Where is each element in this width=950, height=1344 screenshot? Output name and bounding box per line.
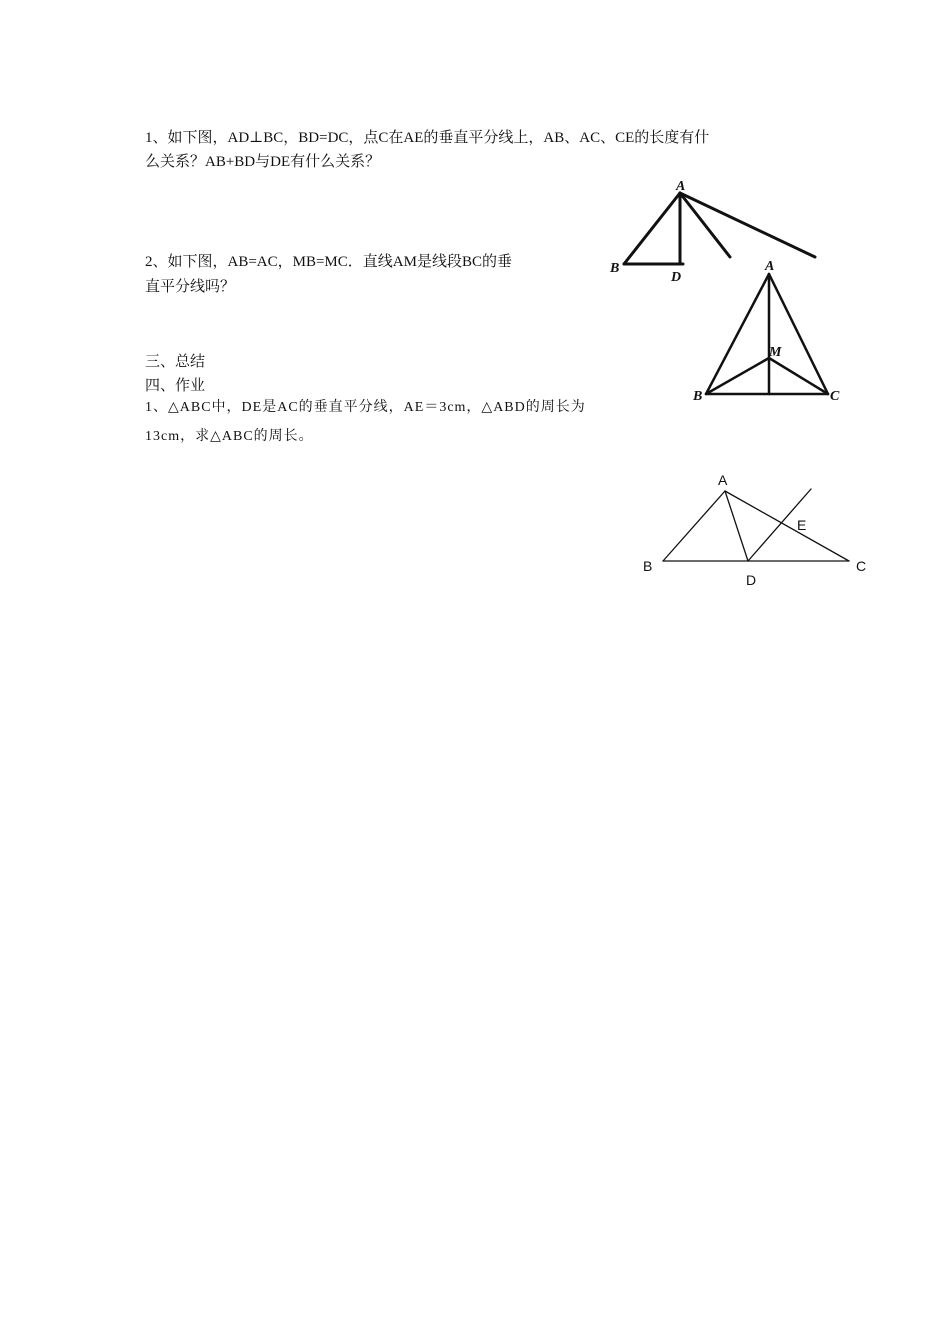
homework-1-line-1: 1、△ABC中，DE是AC的垂直平分线，AE＝3cm，△ABD的周长为 [145,400,586,415]
section-summary-heading: 三、总结 [145,354,206,370]
fig2-label-a: A [765,259,775,274]
fig1-label-b: B [610,261,620,276]
fig3-label-e: E [797,517,807,533]
fig2-label-b: B [693,389,703,404]
fig3-label-b: B [643,558,653,574]
problem-2-line-1: 2、如下图，AB=AC，MB=MC．直线AM是线段BC的垂 [145,254,512,270]
problem-1-line-2: 么关系？AB+BD与DE有什么关系？ [145,154,381,170]
fig3-label-a: A [718,472,728,488]
homework-1-line-2: 13cm，求△ABC的周长。 [145,429,314,444]
fig1-label-d: D [671,270,682,285]
problem-1-line-1: 1、如下图，AD⊥BC，BD=DC，点C在AE的垂直平分线上，AB、AC、CE的长度有什 [145,130,710,146]
fig1-label-a: A [676,179,686,194]
fig3-segment-ac [725,491,849,561]
section-homework-heading: 四、作业 [145,378,206,394]
fig3-label-d: D [746,572,757,588]
fig2-label-m: M [769,345,782,360]
problem-2-line-2: 直平分线吗？ [145,279,236,295]
fig2-label-c: C [830,389,840,404]
fig3-segment-ab [663,491,725,561]
fig3-label-c: C [856,558,867,574]
